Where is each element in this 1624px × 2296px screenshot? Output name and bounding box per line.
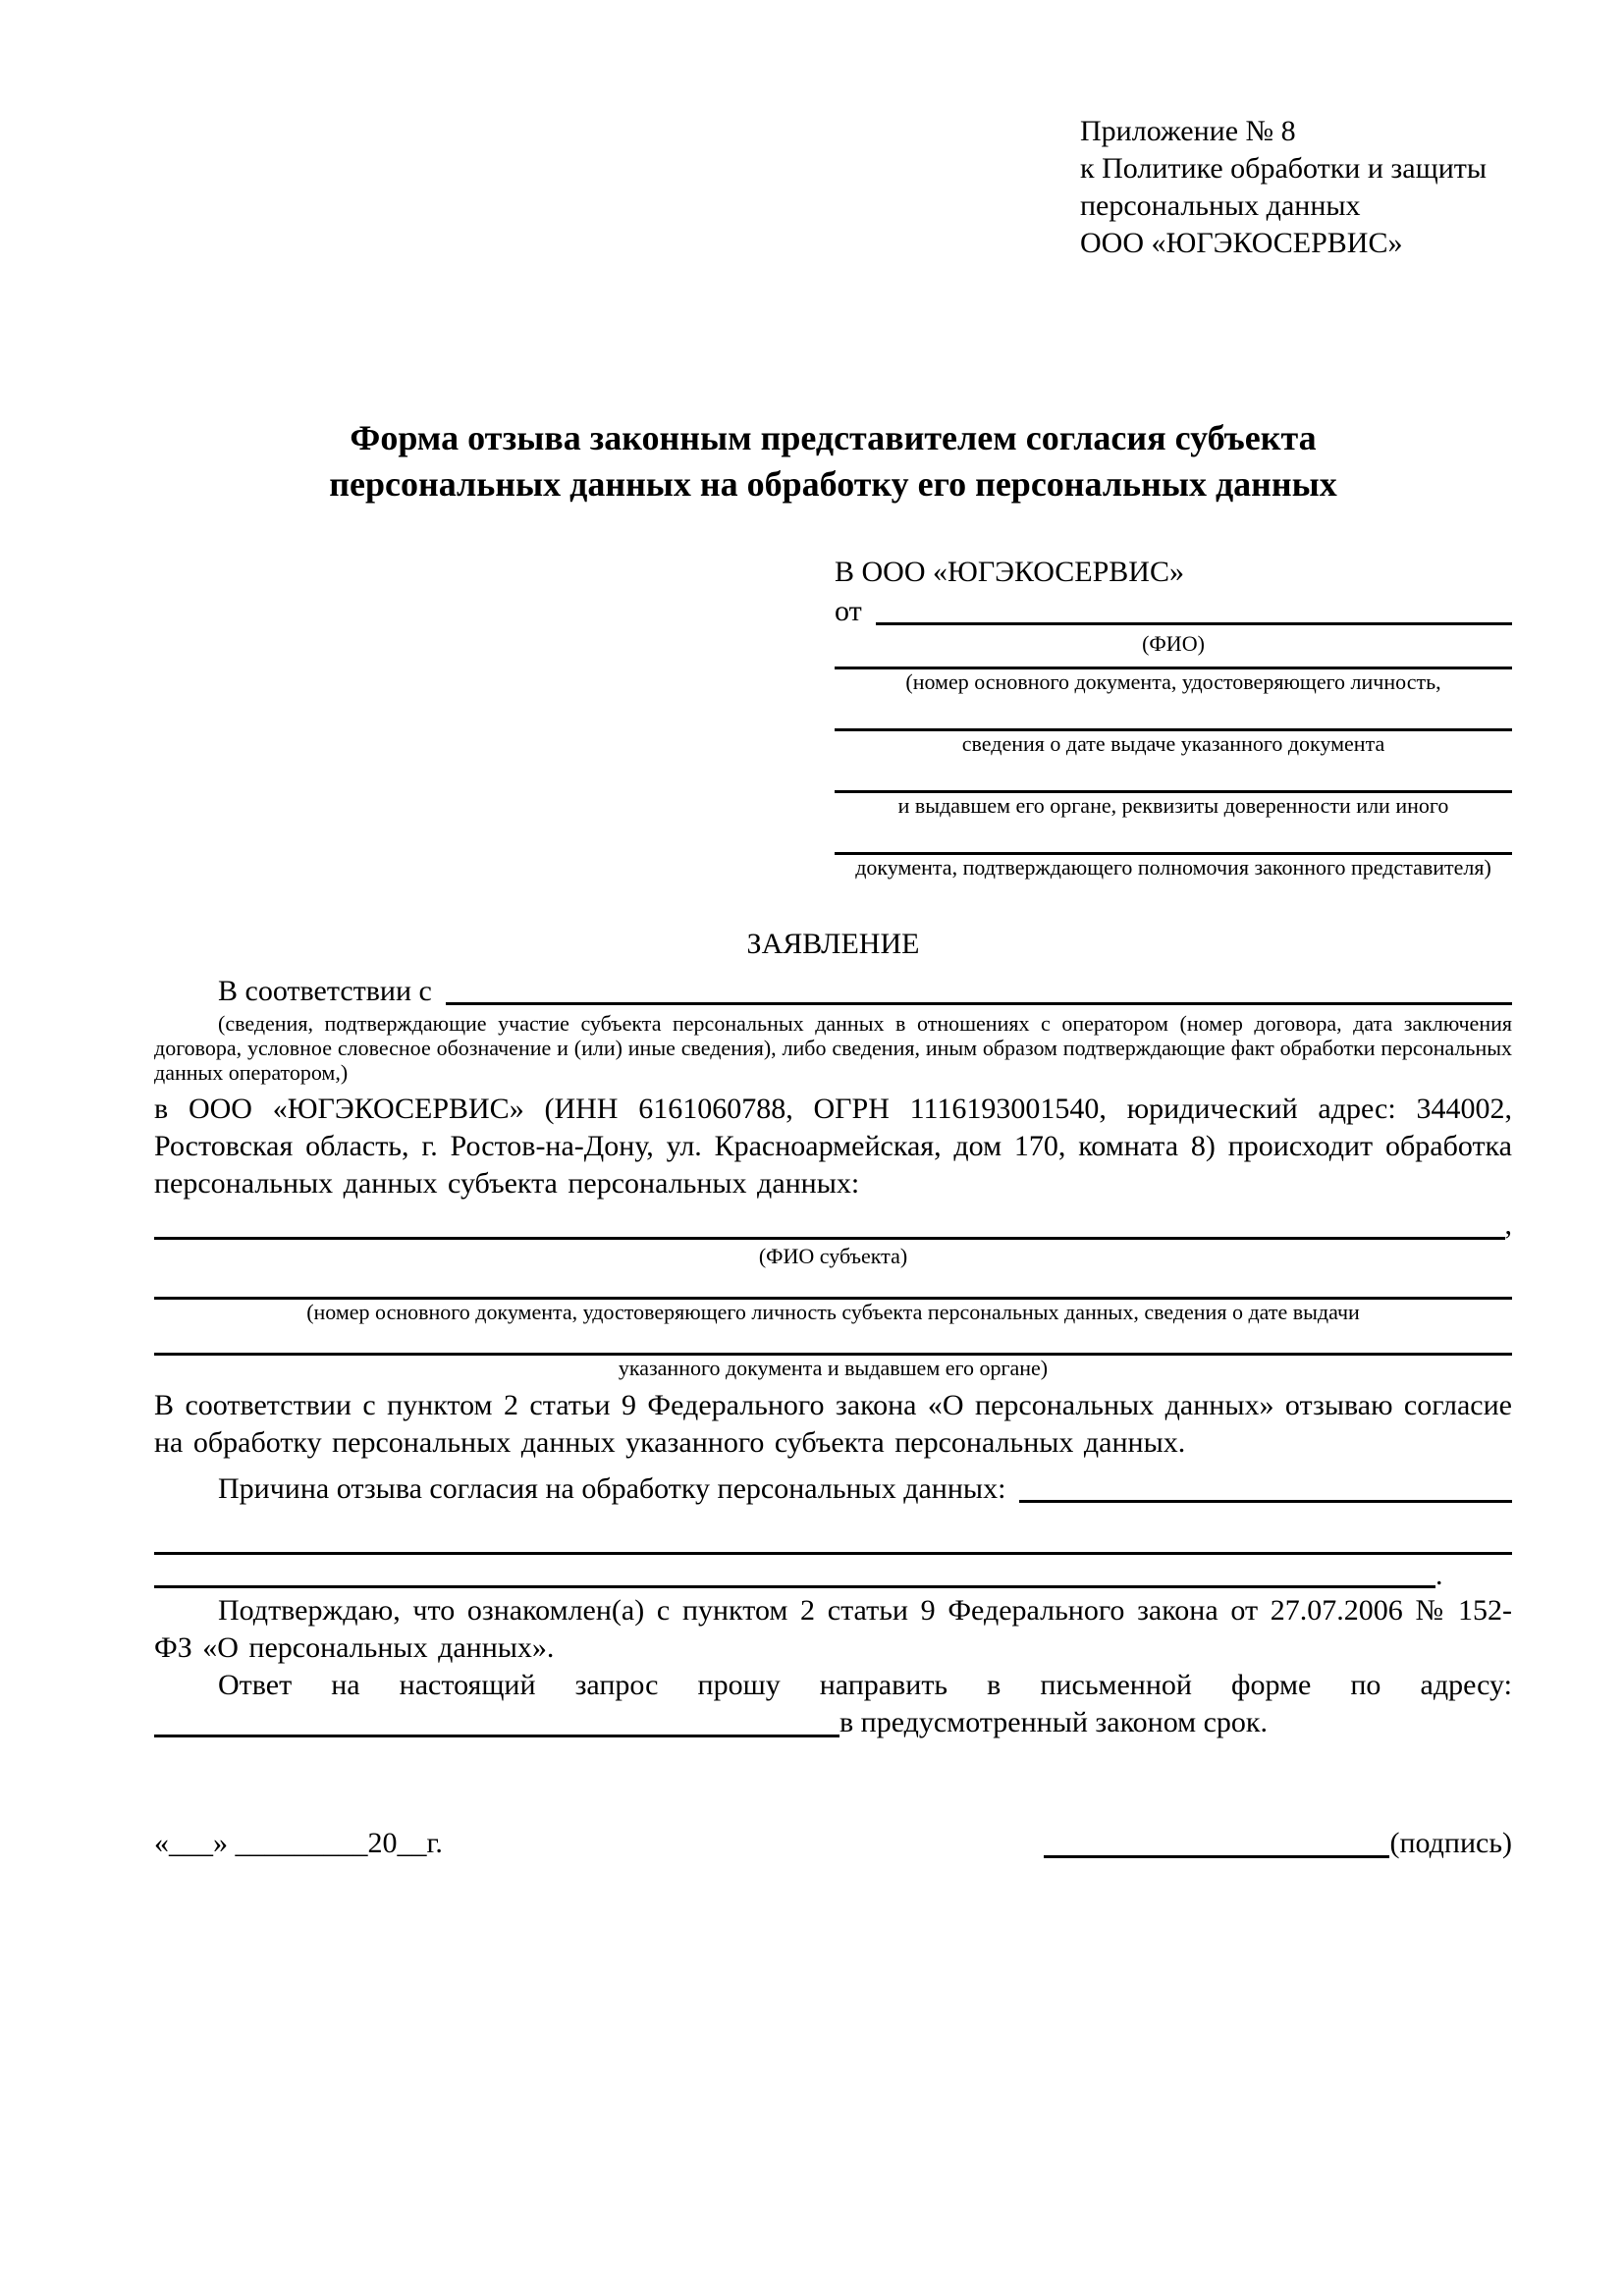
intro-row — [154, 972, 1512, 1011]
fill-caption: сведения о дате выдаче указанного документа — [961, 731, 1385, 756]
addressee-block — [835, 553, 1512, 881]
reason-fill-line — [1019, 1500, 1512, 1503]
intro-label: В соответствии с — [218, 975, 432, 1007]
fill-line — [835, 819, 1512, 855]
blank-fill-line — [154, 1585, 1435, 1588]
intro-fill-line — [446, 1002, 1512, 1005]
document-field-group — [835, 695, 1512, 757]
addressee-to: В ООО «ЮГЭКОСЕРВИС» — [835, 556, 1184, 588]
reason-row — [154, 1469, 1512, 1509]
fill-line — [154, 1325, 1512, 1356]
fill-caption: (номер основного документа, удостоверяющего личность, — [905, 669, 1441, 694]
subject-doc-caption-1: (номер основного документа, удостоверяющего личность субъекта персональных данных, сведения о дате выдачи — [306, 1300, 1360, 1324]
document-field-group — [835, 819, 1512, 881]
blank-fill-row — [154, 1559, 1512, 1592]
fill-line — [835, 657, 1512, 669]
date-line: «___» _________20__г. — [154, 1827, 443, 1859]
addressee-from-row — [835, 592, 1512, 631]
signature-caption: (подпись) — [1389, 1827, 1512, 1859]
page-title-line-1: Форма отзыва законным представителем согласия субъекта — [350, 418, 1317, 457]
address-fill-line — [154, 1735, 839, 1737]
withdrawal-paragraph: В соответствии с пунктом 2 статьи 9 Федерального закона «О персональных данных» отзываю согласие на обработку персональных данных указанного субъекта персональных данных. — [154, 1389, 1512, 1459]
fio-caption: (ФИО) — [1142, 631, 1205, 656]
subject-fio-fill-line — [154, 1237, 1505, 1240]
subject-doc-group — [154, 1325, 1512, 1381]
appendix-line: Приложение № 8 — [1080, 115, 1296, 147]
statement-heading: ЗАЯВЛЕНИЕ — [746, 928, 920, 960]
appendix-line: ООО «ЮГЭКОСЕРВИС» — [1080, 227, 1403, 259]
signature-block — [1044, 1824, 1512, 1863]
fio-fill-line — [876, 622, 1512, 625]
document-field-group — [835, 757, 1512, 819]
subject-doc-group — [154, 1269, 1512, 1325]
intro-caption: (сведения, подтверждающие участие субъекта персональных данных в отношениях с оператором (номер договора, дата заключения договора, условное словесное обозначение и (или) иные сведения), либо сведения, иным образом подтверждающие факт обработки персональных данных оператором,) — [154, 1011, 1512, 1085]
reason-label: Причина отзыва согласия на обработку персональных данных: — [218, 1472, 1006, 1505]
fill-line — [835, 757, 1512, 793]
footer-row — [154, 1824, 1512, 1863]
signature-fill-line — [1044, 1855, 1389, 1858]
subject-fio-row — [154, 1206, 1512, 1244]
reply-line-1: Ответ на настоящий запрос прошу направить в письменной форме по адресу: — [218, 1669, 1512, 1701]
page-title-line-2: персональных данных на обработку его персональных данных — [329, 464, 1337, 504]
subject-fio-caption: (ФИО субъекта) — [758, 1244, 908, 1268]
reply-suffix: в предусмотренный законом срок. — [839, 1706, 1268, 1738]
reply-row — [154, 1704, 1512, 1741]
fill-line — [154, 1269, 1512, 1300]
from-label: от — [835, 595, 862, 627]
operator-paragraph: в ООО «ЮГЭКОСЕРВИС» (ИНН 6161060788, ОГРН 1116193001540, юридический адрес: 344002, Ростовская область, г. Ростов-на-Дону, ул. Красноармейская, дом 170, комната 8) происходит обработка персональных данных субъекта персональных данных: — [154, 1093, 1512, 1200]
subject-line-suffix: , — [1504, 1208, 1512, 1241]
document-field-group — [835, 657, 1512, 695]
subject-doc-caption-2: указанного документа и выдавшем его органе) — [618, 1356, 1049, 1380]
fill-line — [835, 695, 1512, 731]
appendix-line: персональных данных — [1080, 189, 1361, 222]
page-title — [154, 415, 1512, 507]
fill-caption: и выдавшем его органе, реквизиты доверенности или иного — [897, 793, 1449, 818]
appendix-block — [1080, 113, 1512, 262]
fill-caption: документа, подтверждающего полномочия законного представителя) — [855, 855, 1491, 880]
appendix-line: к Политике обработки и защиты — [1080, 152, 1488, 185]
confirm-paragraph: Подтверждаю, что ознакомлен(а) с пунктом 2 статьи 9 Федерального закона от 27.07.2006 № 152-ФЗ «О персональных данных». — [154, 1594, 1512, 1664]
blank-fill-line — [154, 1552, 1512, 1555]
blank-line-suffix: . — [1435, 1559, 1443, 1591]
